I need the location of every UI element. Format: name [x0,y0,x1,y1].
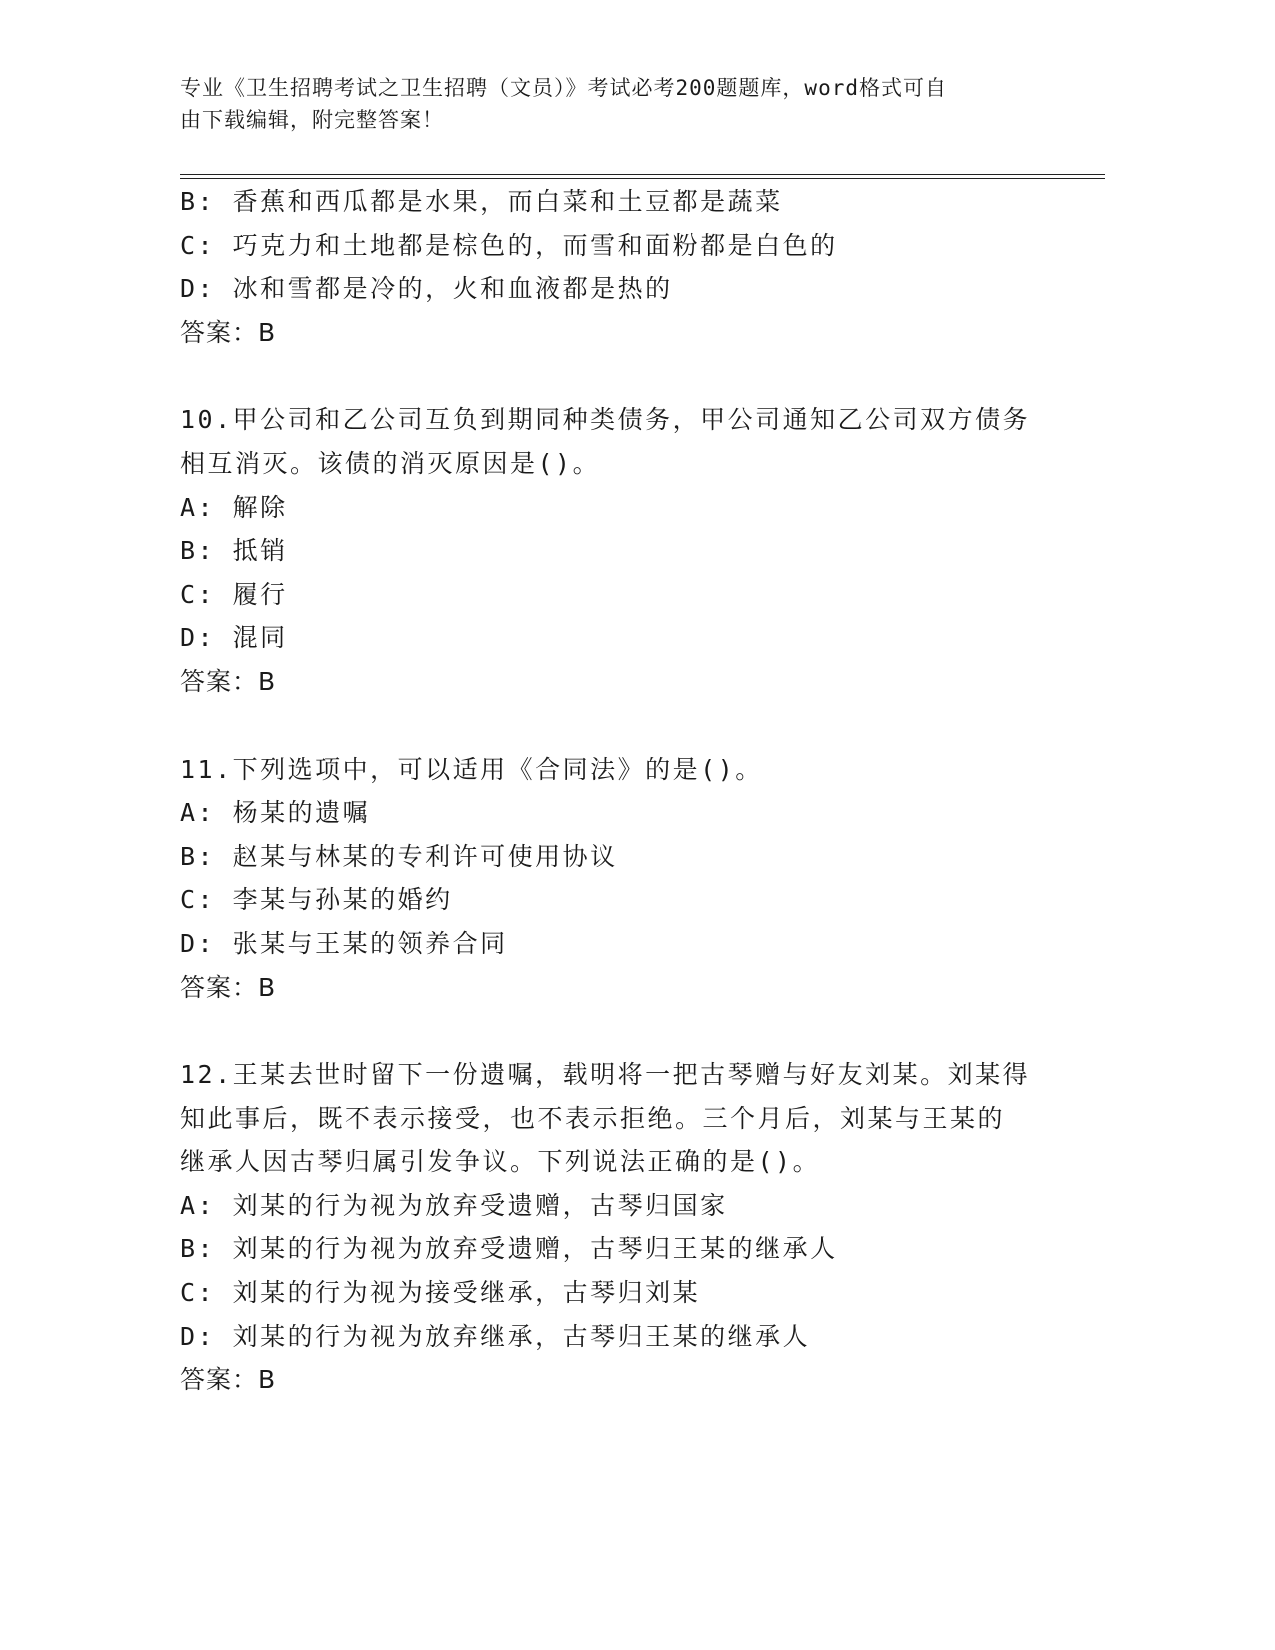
question-stem: 10.甲公司和乙公司互负到期同种类债务，甲公司通知乙公司双方债务 [180,405,1031,435]
question-block-prev [180,180,1080,354]
answer: 答案：B [180,317,277,347]
option-a: A: 解除 [180,492,288,522]
option-a: A: 杨某的遗嘱 [180,798,371,828]
option-c: C: 李某与孙某的婚约 [180,885,453,915]
option-c: C: 刘某的行为视为接受继承，古琴归刘某 [180,1278,701,1308]
question-block-11 [180,748,1080,1010]
question-stem: 知此事后，既不表示接受，也不表示拒绝。三个月后，刘某与王某的 [180,1103,1006,1133]
question-block-12 [180,1053,1080,1402]
option-b: B: 香蕉和西瓜都是水果，而白菜和土豆都是蔬菜 [180,187,783,216]
answer: 答案：B [180,666,277,696]
question-stem: 继承人因古琴归属引发争议。下列说法正确的是()。 [180,1147,821,1177]
question-stem: 12.王某去世时留下一份遗嘱，载明将一把古琴赠与好友刘某。刘某得 [180,1060,1031,1090]
question-block-10 [180,398,1080,703]
option-b: B: 刘某的行为视为放弃受遗赠，古琴归王某的继承人 [180,1234,838,1264]
option-b: B: 赵某与林某的专利许可使用协议 [180,841,618,871]
option-a: A: 刘某的行为视为放弃受遗赠，古琴归国家 [180,1190,728,1220]
header-divider [180,174,1105,179]
option-d: D: 冰和雪都是冷的，火和血液都是热的 [180,274,673,304]
question-list [180,180,1080,1402]
option-c: C: 巧克力和土地都是棕色的，而雪和面粉都是白色的 [180,230,838,260]
option-d: D: 混同 [180,623,288,653]
spacer [180,1009,1080,1053]
option-d: D: 刘某的行为视为放弃继承，古琴归王某的继承人 [180,1321,811,1351]
option-c: C: 履行 [180,579,288,609]
document-header [180,72,1040,136]
header-line-1: 专业《卫生招聘考试之卫生招聘（文员）》考试必考200题题库，word格式可自 [180,76,947,100]
spacer [180,704,1080,748]
option-b: B: 抵销 [180,536,288,566]
header-line-2: 由下载编辑，附完整答案！ [180,108,444,132]
answer: 答案：B [180,1365,277,1395]
spacer [180,354,1080,398]
question-stem: 11.下列选项中，可以适用《合同法》的是()。 [180,754,763,784]
question-stem: 相互消灭。该债的消灭原因是()。 [180,448,601,478]
option-d: D: 张某与王某的领养合同 [180,928,508,958]
answer: 答案：B [180,972,277,1002]
